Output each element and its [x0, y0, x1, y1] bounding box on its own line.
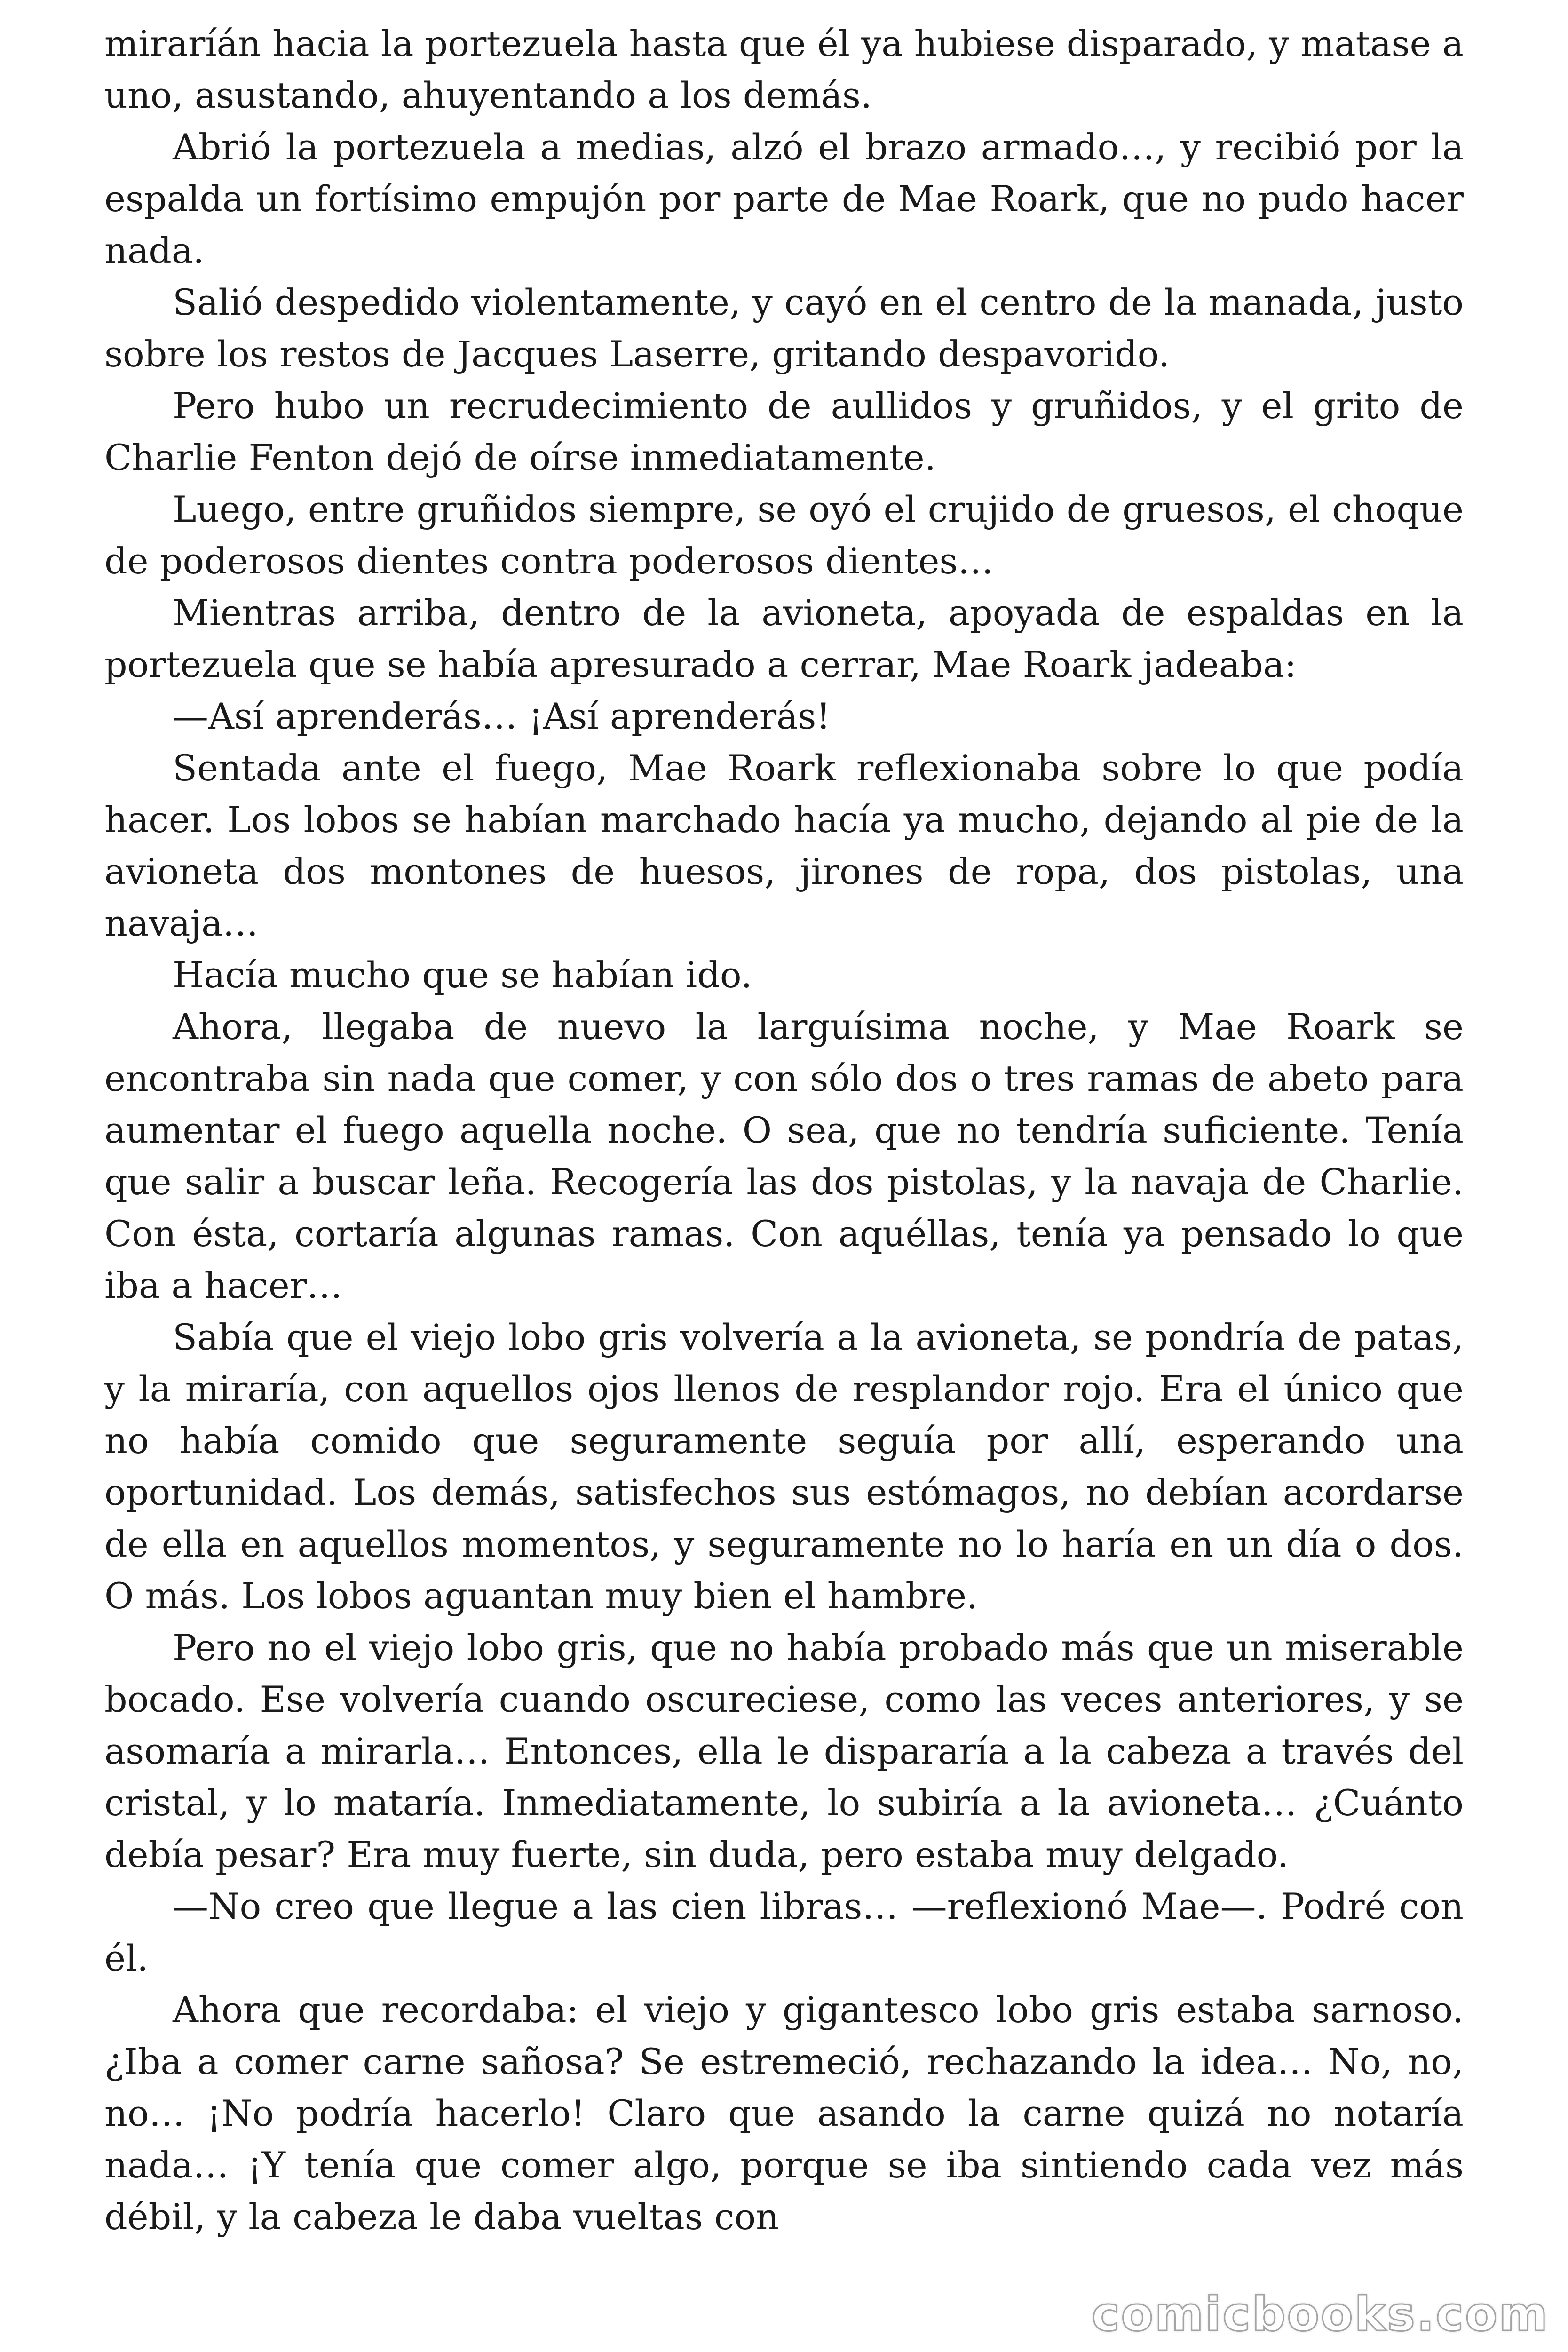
- watermark: comicbooks.com: [1092, 2287, 1549, 2342]
- paragraph: miraríán hacia la portezuela hasta que él ya hubiese disparado, y matase a uno, asustando, ahuyentando a los demás.: [104, 23, 1464, 116]
- paragraph: Sentada ante el fuego, Mae Roark reflexionaba sobre lo que podía hacer. Los lobos se habían marchado hacía ya mucho, dejando al pie de la avioneta dos montones de huesos, jirones de ropa, dos pistolas, una navaja…: [104, 747, 1464, 944]
- paragraph: Salió despedido violentamente, y cayó en el centro de la manada, justo sobre los restos de Jacques Laserre, gritando despavorido.: [104, 281, 1464, 375]
- dialogue-line: —No creo que llegue a las cien libras… —reflexionó Mae—. Podré con él.: [104, 1885, 1464, 1979]
- paragraph: Ahora que recordaba: el viejo y gigantesco lobo gris estaba sarnoso. ¿Iba a comer carne sañosa? Se estremeció, rechazando la idea… No, no, no… ¡No podría hacerlo! Claro que asando la carne quizá no notaría nada… ¡Y tenía que comer algo, porque se iba sintiendo cada vez más débil, y la cabeza le daba vueltas con: [104, 1989, 1464, 2238]
- dialogue-line: —Así aprenderás… ¡Así aprenderás!: [173, 695, 831, 737]
- body-text: [104, 18, 1464, 2243]
- paragraph: Sabía que el viejo lobo gris volvería a la avioneta, se pondría de patas, y la miraría, con aquellos ojos llenos de resplandor rojo. Era el único que no había comido que seguramente seguía por allí, esperando una oportunidad. Los demás, satisfechos sus estómagos, no debían acordarse de ella en aquellos momentos, y seguramente no lo haría en un día o dos. O más. Los lobos aguantan muy bien el hambre.: [104, 1316, 1464, 1617]
- paragraph: Pero hubo un recrudecimiento de aullidos y gruñidos, y el grito de Charlie Fenton dejó de oírse inmediatamente.: [104, 385, 1464, 478]
- paragraph: Ahora, llegaba de nuevo la larguísima noche, y Mae Roark se encontraba sin nada que comer, y con sólo dos o tres ramas de abeto para aumentar el fuego aquella noche. O sea, que no tendría suficiente. Tenía que salir a buscar leña. Recogería las dos pistolas, y la navaja de Charlie. Con ésta, cortaría algunas ramas. Con aquéllas, tenía ya pensado lo que iba a hacer…: [104, 1006, 1464, 1306]
- paragraph: Hacía mucho que se habían ido.: [173, 954, 752, 996]
- paragraph: Mientras arriba, dentro de la avioneta, apoyada de espaldas en la portezuela que se había apresurado a cerrar, Mae Roark jadeaba:: [104, 592, 1464, 685]
- paragraph: Abrió la portezuela a medias, alzó el brazo armado…, y recibió por la espalda un fortísimo empujón por parte de Mae Roark, que no pudo hacer nada.: [104, 126, 1464, 271]
- paragraph: Pero no el viejo lobo gris, que no había probado más que un miserable bocado. Ese volvería cuando oscureciese, como las veces anteriores, y se asomaría a mirarla… Entonces, ella le dispararía a la cabeza a través del cristal, y lo mataría. Inmediatamente, lo subiría a la avioneta… ¿Cuánto debía pesar? Era muy fuerte, sin duda, pero estaba muy delgado.: [104, 1627, 1464, 1875]
- paragraph: Luego, entre gruñidos siempre, se oyó el crujido de gruesos, el choque de poderosos dientes contra poderosos dientes…: [104, 488, 1464, 582]
